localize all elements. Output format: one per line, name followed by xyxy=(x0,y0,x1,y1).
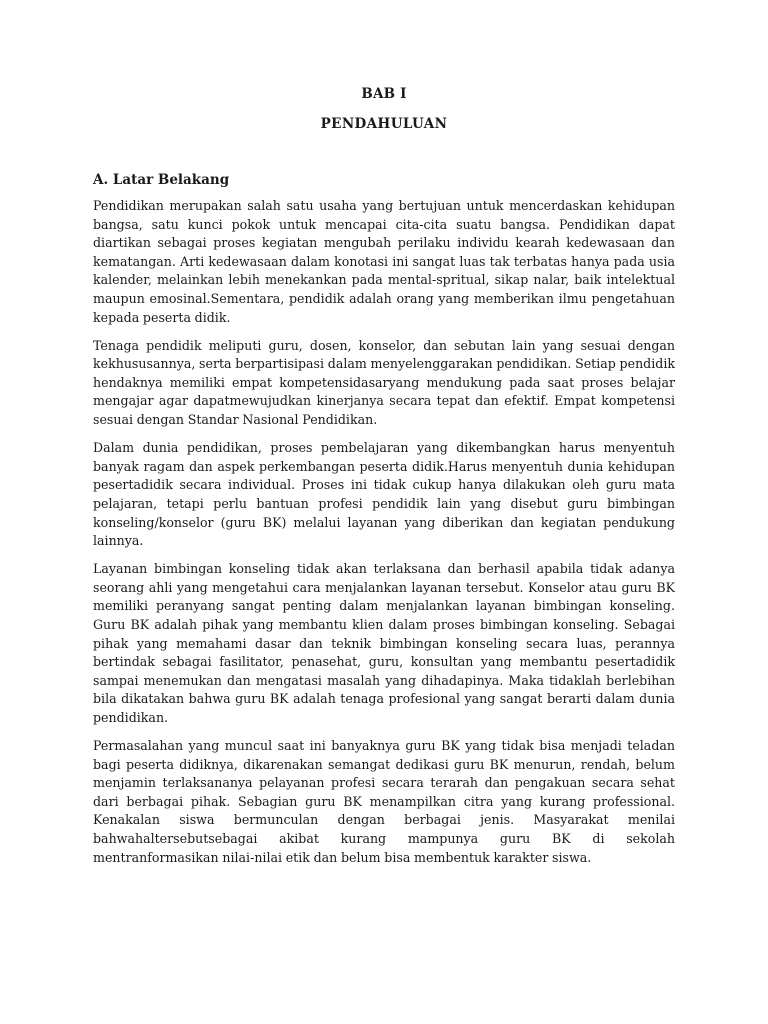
section-heading: A. Latar Belakang xyxy=(93,172,230,188)
paragraph-2: Tenaga pendidik meliputi guru, dosen, konselor, dan sebutan lain yang sesuai dengan kekhususannya, serta berpartisipasi dalam menyelenggarakan pendidikan. Setiap pendidik hendaknya memiliki empat kompetensidasaryang mendukung pada saat proses belajar mengajar agar dapatmewujudkan kinerjanya secara tepat dan efektif. Empat kompetensi sesuai dengan Standar Nasional Pendidikan. xyxy=(93,337,675,428)
chapter-number: BAB I xyxy=(361,86,407,102)
paragraph-4: Layanan bimbingan konseling tidak akan terlaksana dan berhasil apabila tidak adanya seorang ahli yang mengetahui cara menjalankan layanan tersebut. Konselor atau guru BK memiliki peranyang sangat penting dalam menjalankan layanan bimbingan konseling. Guru BK adalah pihak yang membantu klien dalam proses bimbingan konseling. Sebagai pihak yang memahami dasar dan teknik bimbingan konseling secara luas, perannya bertindak sebagai fasilitator, penasehat, guru, konsultan yang membantu pesertadidik sampai menemukan dan mengatasi masalah yang dihadapinya. Maka tidaklah berlebihan bila dikatakan bahwa guru BK adalah tenaga profesional yang sangat berarti dalam dunia pendidikan. xyxy=(93,561,675,725)
paragraph-3: Dalam dunia pendidikan, proses pembelajaran yang dikembangkan harus menyentuh banyak ragam dan aspek perkembangan peserta didik.Harus menyentuh dunia kehidupan pesertadidik secara individual. Proses ini tidak cukup hanya dilakukan oleh guru mata pelajaran, tetapi perlu bantuan profesi pendidik lain yang disebut guru bimbingan konseling/konselor (guru BK) melalui layanan yang diberikan dan kegiatan pendukung lainnya. xyxy=(93,440,675,549)
chapter-title: PENDAHULUAN xyxy=(320,116,448,132)
paragraph-1: Pendidikan merupakan salah satu usaha yang bertujuan untuk mencerdaskan kehidupan bangsa, satu kunci pokok untuk mencapai cita-cita suatu bangsa. Pendidikan dapat diartikan sebagai proses kegiatan mengubah perilaku individu kearah kedewasaan dan kematangan. Arti kedewasaan dalam konotasi ini sangat luas tak terbatas hanya pada usia kalender, melainkan lebih menekankan pada mental-spritual, sikap nalar, baik intelektual maupun emosinal.Sementara, pendidik adalah orang yang memberikan ilmu pengetahuan kepada peserta didik. xyxy=(93,198,675,325)
document-body xyxy=(93,197,675,877)
paragraph-5: Permasalahan yang muncul saat ini banyaknya guru BK yang tidak bisa menjadi teladan bagi peserta didiknya, dikarenakan semangat dedikasi guru BK menurun, rendah, belum menjamin terlaksananya pelayanan profesi secara terarah dan pengakuan secara sehat dari berbagai pihak. Sebagian guru BK menampilkan citra yang kurang professional. Kenakalan siswa bermunculan dengan berbagai jenis. Masyarakat menilai bahwahaltersebutsebagai akibat kurang mampunya guru BK di sekolah mentranformasikan nilai-nilai etik dan belum bisa membentuk karakter siswa. xyxy=(93,738,675,865)
